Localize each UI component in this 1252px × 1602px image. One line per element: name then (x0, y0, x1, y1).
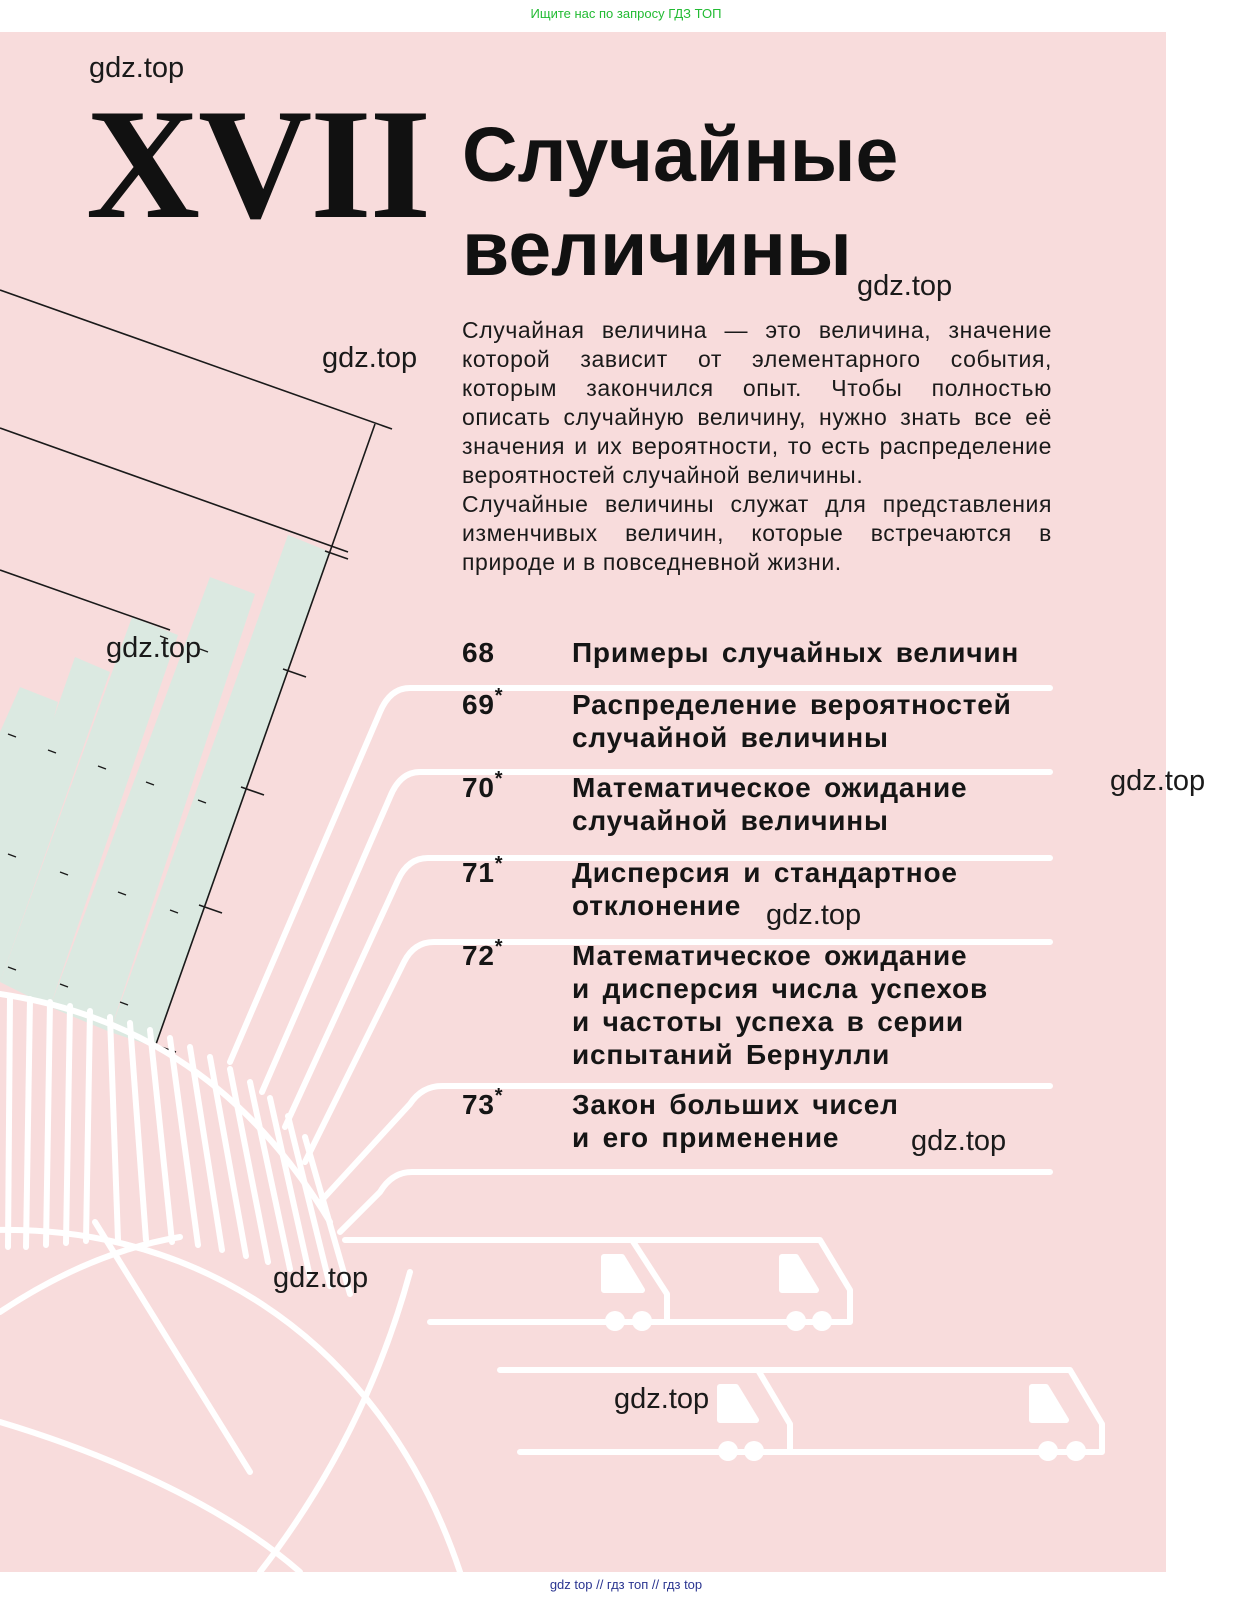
chapter-title (462, 108, 898, 296)
toc-title: Распределение вероятностей случайной величины (572, 689, 1012, 753)
histogram-bars (0, 535, 330, 1047)
watermark: gdz.top (89, 52, 185, 84)
toc-title: Дисперсия и стандартное отклонение (572, 857, 958, 921)
intro-text (462, 316, 1052, 577)
toc-number: 69* (462, 685, 504, 720)
toc-number: 71* (462, 853, 504, 888)
chapter-number: XVII (86, 77, 430, 252)
bottom-banner: gdz top // гдз топ // гдз top (549, 1577, 703, 1592)
textbook-page (0, 32, 1166, 1572)
toc-title: Математическое ожидание и дисперсия числа успехов и частоты успеха в серии испытаний Бернулли (572, 940, 988, 1070)
watermark: gdz.top (106, 632, 202, 664)
toc-title: Примеры случайных величин (572, 637, 1020, 668)
toc-number: 72* (462, 936, 504, 971)
watermark: gdz.top (911, 1125, 1007, 1157)
watermark: gdz.top (1110, 765, 1206, 797)
toc-title: Математическое ожидание случайной величины (572, 772, 968, 836)
toc-number: 73* (462, 1085, 504, 1120)
watermark: gdz.top (273, 1262, 369, 1294)
intro-paragraph-1: Случайная величина — это величина, значение которой зависит от элементарного события, которым закончился опыт. Чтобы полностью описать случайную величину, нужно знать все её значения и их вероятности, то есть распределение вероятностей случайной величины. (462, 317, 1052, 488)
watermark: gdz.top (766, 899, 862, 931)
watermark: gdz.top (857, 270, 953, 302)
chapter-title-line-2: величины (462, 206, 852, 292)
watermark: gdz.top (614, 1383, 710, 1415)
watermark: gdz.top (322, 342, 418, 374)
chapter-title-line-1: Случайные (462, 112, 899, 198)
top-banner: Ищите нас по запросу ГДЗ ТОП (530, 6, 722, 21)
toc-number: 70* (462, 768, 504, 803)
toc-number: 68 (462, 637, 495, 668)
toc-title: Закон больших чисел и его применение (572, 1089, 899, 1153)
intro-paragraph-2: Случайные величины служат для представления изменчивых величин, которые встречаются в природе и в повседневной жизни. (462, 491, 1052, 575)
